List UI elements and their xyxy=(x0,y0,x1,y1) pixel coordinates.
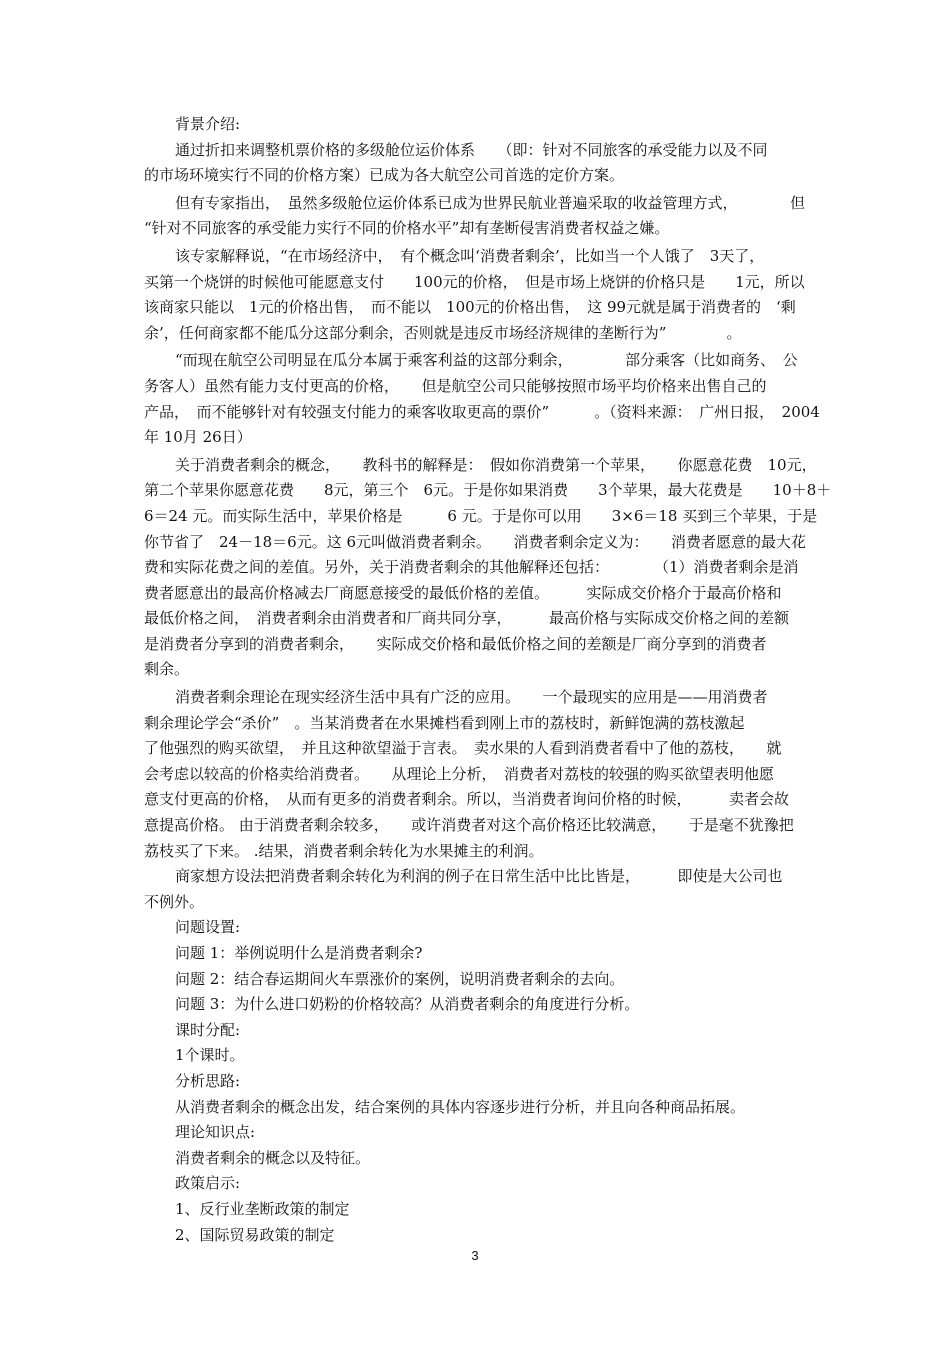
section-heading-class-hours: 课时分配: xyxy=(175,1020,241,1039)
text-line: 6＝24 元。而实际生活中，苹果价格是 6 元。于是你可以用 3×6＝18 买到三个苹果，于是 xyxy=(144,506,818,525)
text-line: “针对不同旅客的承受能力实行不同的价格水平”却有垄断侵害消费者权益之嫌。 xyxy=(144,219,670,238)
question-3: 问题 3：为什么进口奶粉的价格较高？从消费者剩余的角度进行分析。 xyxy=(175,995,640,1014)
text-line: 是消费者分享到的消费者剩余， 实际成交价格和最低价格之间的差额是厂商分享到的消费者 xyxy=(144,634,767,653)
section-heading-theory: 理论知识点: xyxy=(175,1123,256,1142)
text-line: 会考虑以较高的价格卖给消费者。 从理论上分析， 消费者对荔枝的较强的购买欲望表明他愿 xyxy=(144,764,775,783)
text-line: 关于消费者剩余的概念， 教科书的解释是： 假如你消费第一个苹果， 你愿意花费 10元， xyxy=(175,455,817,474)
text-line: 你节省了 24－18＝6元。这 6元叫做消费者剩余。 消费者剩余定义为： 消费者愿意的最大花 xyxy=(144,532,807,551)
section-heading-background: 背景介绍: xyxy=(175,115,241,133)
text-line: 意支付更高的价格， 从而有更多的消费者剩余。所以，当消费者询问价格的时候， 卖者会故 xyxy=(144,790,790,809)
document-body xyxy=(144,112,832,1248)
text-line: 的市场环境实行不同的价格方案）已成为各大航空公司首选的定价方案。 xyxy=(144,166,625,185)
question-1: 问题 1：举例说明什么是消费者剩余? xyxy=(175,944,423,962)
text-line: 但有专家指出， 虽然多级舱位运价体系已成为世界民航业普遍采取的收益管理方式， 但 xyxy=(175,193,806,212)
text-line: 最低价格之间， 消费者剩余由消费者和厂商共同分享， 最高价格与实际成交价格之间的差额 xyxy=(144,609,790,628)
text-line: 通过折扣来调整机票价格的多级舱位运价体系 （即：针对不同旅客的承受能力以及不同 xyxy=(175,140,768,159)
section-heading-analysis: 分析思路: xyxy=(175,1071,241,1090)
question-2: 问题 2：结合春运期间火车票涨价的案例，说明消费者剩余的去向。 xyxy=(175,969,625,988)
text-line: 余’，任何商家都不能瓜分这部分剩余，否则就是违反市场经济规律的垄断行为” 。 xyxy=(144,323,742,342)
text-line: “而现在航空公司明显在瓜分本属于乘客利益的这部分剩余， 部分乘客（比如商务、 公 xyxy=(175,351,798,370)
text-line: 意提高价格。 由于消费者剩余较多， 或许消费者对这个高价格还比较满意， 于是毫不犹豫把 xyxy=(144,816,794,835)
section-heading-policy: 政策启示: xyxy=(175,1174,241,1193)
page-number: 3 xyxy=(471,1248,479,1263)
text-line: 该商家只能以 1元的价格出售， 而不能以 100元的价格出售， 这 99元就是属于消费者的 ‘剩 xyxy=(144,298,796,317)
text-line: 费和实际花费之间的差值。另外，关于消费者剩余的其他解释还包括： （1）消费者剩余是消 xyxy=(144,558,799,577)
text-line: 该专家解释说，“在市场经济中， 有个概念叫‘消费者剩余’，比如当一个人饿了 3天了， xyxy=(175,246,765,265)
text-line: 产品， 而不能够针对有较强支付能力的乘客收取更高的票价” 。（资料来源： 广州日报， 2004 xyxy=(144,402,820,421)
text-line: 消费者剩余理论在现实经济生活中具有广泛的应用。 一个最现实的应用是——用消费者 xyxy=(175,688,768,707)
text-line: 费者愿意出的最高价格减去厂商愿意接受的最低价格的差值。 实际成交价格介于最高价格和 xyxy=(144,583,782,602)
text-line: 剩余理论学会“杀价” 。当某消费者在水果摊档看到刚上市的荔枝时，新鲜饱满的荔枝激起 xyxy=(144,713,745,732)
text-line: 年 10月 26日） xyxy=(144,428,252,447)
text-line: 务客人）虽然有能力支付更高的价格， 但是航空公司只能够按照市场平均价格来出售自己的 xyxy=(144,376,767,395)
policy-item-2: 2、国际贸易政策的制定 xyxy=(175,1225,335,1244)
text-line: 了他强烈的购买欲望， 并且这种欲望溢于言表。 卖水果的人看到消费者看中了他的荔枝， 就 xyxy=(144,739,782,758)
text-line: 商家想方设法把消费者剩余转化为利润的例子在日常生活中比比皆是， 即使是大公司也 xyxy=(175,867,783,886)
text-line: 1个课时。 xyxy=(175,1046,245,1065)
policy-item-1: 1、反行业垄断政策的制定 xyxy=(175,1199,350,1218)
text-line: 消费者剩余的概念以及特征。 xyxy=(175,1148,371,1167)
text-line: 第二个苹果你愿意花费 8元，第三个 6元。于是你如果消费 3个苹果，最大花费是 10＋8＋ xyxy=(144,481,832,500)
text-line: 剩余。 xyxy=(144,660,190,679)
text-line: 不例外。 xyxy=(144,892,205,911)
text-line: 从消费者剩余的概念出发，结合案例的具体内容逐步进行分析，并且向各种商品拓展。 xyxy=(175,1097,746,1116)
section-heading-questions: 问题设置: xyxy=(175,918,241,937)
text-line: 买第一个烧饼的时候他可能愿意支付 100元的价格， 但是市场上烧饼的价格只是 1元，所以 xyxy=(144,272,805,291)
text-line: 荔枝买了下来。 .结果，消费者剩余转化为水果摊主的利润。 xyxy=(144,841,544,860)
